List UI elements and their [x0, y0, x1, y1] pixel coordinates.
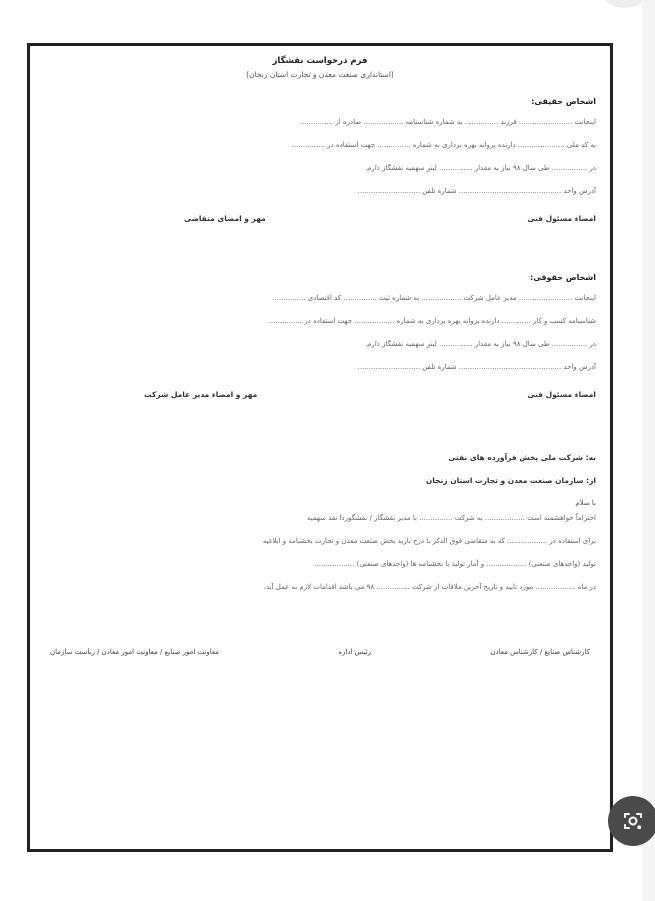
- letter-line-1: احتراماً خواهشمند است .................. به شرکت ............... با مدیر نقشگاز / نقشگوردا نقد سهمیه: [306, 514, 596, 522]
- letter-line-3: تولید (واحدهای صنعتی) .................. و آمار تولید یا بخشنامه ها (واحدهای صنعتی) ..................: [314, 560, 596, 568]
- individual-line-4: آدرس واحد .............................................. شماره تلفن ............................: [357, 187, 596, 195]
- individual-line-1: اینجانب ........................ فرزند ............... به شماره شناسنامه .................. صادره از ...............: [299, 118, 596, 126]
- approval-signatures: [44, 647, 596, 658]
- letter-greeting: با سلام: [575, 499, 596, 507]
- sig-department-head: رئیس اداره: [338, 648, 372, 656]
- legal-line-1: اینجانب ........................ مدیر عامل شرکت .................. به شماره ثبت ............... کد اقتصادی ...............: [272, 294, 596, 302]
- sig-expert: کارشناس صنایع / کارشناس معادن: [490, 648, 590, 656]
- individual-sig-technical: امضاء مسئول فنی: [527, 214, 596, 223]
- individual-signatures: [44, 213, 596, 224]
- document-title: فرم درخواست نقشگاز: [272, 56, 368, 66]
- document-header: [44, 56, 596, 80]
- letter-from: از: سازمان صنعت معدن و تجارت استان زنجان: [425, 476, 596, 485]
- legal-line-2: شناسنامه کسب و کار ............. دارنده پروانه بهره برداری به شماره .................. جهت استفاده در ...............: [268, 317, 596, 325]
- legal-heading: اشخاص حقوقی:: [530, 273, 596, 282]
- document-body: [44, 56, 596, 658]
- individual-line-2: به کد ملی ..................... دارنده پروانه بهره برداری به شماره ............... جهت استفاده در ...............: [291, 141, 596, 149]
- top-right-corner-shape: [603, 0, 647, 8]
- legal-sig-ceo: مهر و امضاء مدیر عامل شرکت: [144, 390, 258, 399]
- letter-line-2: برای استفاده در .................. که به متقاضی فوق الذکر با درج بازید بخش صنعت معدن و تجارت بخشنامه و ابلاغیه: [262, 537, 596, 545]
- legal-line-4: آدرس واحد .............................................. شماره تلفن ............................: [357, 363, 596, 371]
- individual-line-3: در ................ طی سال ۹۸ نیاز به مقدار ............... لیتر سهمیه نقشگاز دارم.: [364, 164, 596, 172]
- lens-search-button[interactable]: [608, 796, 655, 846]
- legal-sig-technical: امضاء مسئول فنی: [527, 390, 596, 399]
- individual-sig-applicant: مهر و امضای متقاضی: [184, 214, 266, 223]
- letter-to: به: شرکت ملی پخش فرآورده های نفتی: [448, 453, 596, 462]
- scrollbar-track[interactable]: [642, 0, 655, 901]
- camera-icon: [621, 809, 645, 833]
- document-subtitle: (استانداری صنعت معدن و تجارت استان زنجان): [246, 70, 394, 79]
- legal-signatures: [44, 389, 596, 400]
- sig-deputy: معاونت امور صنایع / معاونت امور معادن / ریاست سازمان: [50, 648, 220, 656]
- document-page: [27, 43, 613, 852]
- letter-line-4: در ماه .................. مورد تایید و تاریخ آخرین ملاقات از شرکت ............... ۹۸ می باشد اقدامات لازم به عمل آید.: [263, 583, 596, 591]
- individual-heading: اشخاص حقیقی:: [531, 97, 596, 106]
- legal-line-3: در ................ طی سال ۹۸ نیاز به مقدار ............... لیتر سهمیه نقشگاز دارم.: [364, 340, 596, 348]
